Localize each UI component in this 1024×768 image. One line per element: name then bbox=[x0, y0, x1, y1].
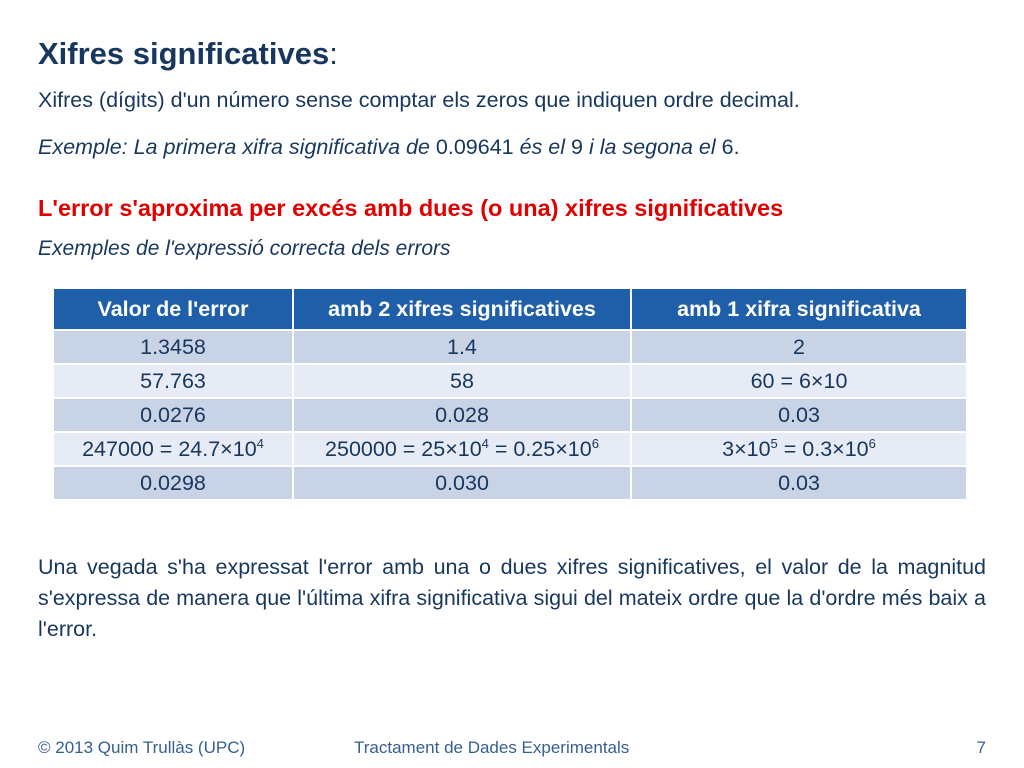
table-cell bbox=[631, 432, 967, 466]
table-row bbox=[53, 364, 967, 398]
cell-text: 250000 = 25×10 bbox=[325, 436, 482, 461]
table-cell: 58 bbox=[293, 364, 631, 398]
cell-exponent: 6 bbox=[868, 435, 876, 451]
table-cell: 1.4 bbox=[293, 330, 631, 364]
table-cell: 0.030 bbox=[293, 466, 631, 500]
table-row bbox=[53, 398, 967, 432]
table-header-row bbox=[53, 288, 967, 330]
table-cell: 2 bbox=[631, 330, 967, 364]
slide-title-colon: : bbox=[329, 36, 338, 71]
cell-text: = 0.25×10 bbox=[488, 436, 592, 461]
example-number-3: 6 bbox=[721, 135, 734, 159]
table-cell bbox=[53, 432, 293, 466]
table-cell: 57.763 bbox=[53, 364, 293, 398]
explanation-paragraph: Una vegada s'ha expressat l'error amb una o dues xifres significatives, el valor de la magnitud s'expressa de manera que l'última xifra significativa sigui del mateix ordre que la d'ordre més baix a l'error. bbox=[38, 555, 986, 641]
cell-text: 3×10 bbox=[722, 436, 771, 461]
table-cell: 0.03 bbox=[631, 466, 967, 500]
table-cell: 60 = 6×10 bbox=[631, 364, 967, 398]
slide-title bbox=[38, 36, 338, 72]
table-cell: 0.03 bbox=[631, 398, 967, 432]
cell-exponent: 6 bbox=[591, 435, 599, 451]
header-one-figure: amb 1 xifra significativa bbox=[631, 288, 967, 330]
cell-exponent: 4 bbox=[481, 435, 489, 451]
cell-text: = 0.3×10 bbox=[777, 436, 869, 461]
cell-exponent: 4 bbox=[256, 435, 264, 451]
table-row bbox=[53, 466, 967, 500]
example-part-1: Exemple: La primera xifra significativa de bbox=[38, 135, 436, 159]
examples-subtitle: Exemples de l'expressió correcta dels errors bbox=[38, 237, 451, 260]
footer-course-title: Tractament de Dades Experimentals bbox=[354, 738, 630, 757]
cell-exponent: 5 bbox=[770, 435, 778, 451]
table-cell: 0.0298 bbox=[53, 466, 293, 500]
slide-title-text: Xifres significatives bbox=[38, 36, 330, 71]
cell-text: 247000 = 24.7×10 bbox=[82, 436, 257, 461]
error-examples-table bbox=[52, 287, 968, 501]
table-row bbox=[53, 432, 967, 466]
example-number-2: 9 bbox=[571, 135, 583, 159]
table-row bbox=[53, 330, 967, 364]
example-part-3: i la segona el bbox=[582, 135, 722, 159]
rule-heading: L'error s'aproxima per excés amb dues (o una) xifres significatives bbox=[38, 195, 784, 221]
header-two-figures: amb 2 xifres significatives bbox=[293, 288, 631, 330]
table-cell: 0.0276 bbox=[53, 398, 293, 432]
table-cell: 0.028 bbox=[293, 398, 631, 432]
table-cell: 1.3458 bbox=[53, 330, 293, 364]
table-cell bbox=[293, 432, 631, 466]
footer-page-number: 7 bbox=[976, 738, 986, 757]
example-number-1: 0.09641 bbox=[435, 135, 514, 159]
header-error-value: Valor de l'error bbox=[53, 288, 293, 330]
example-text bbox=[38, 135, 740, 160]
footer-copyright: © 2013 Quim Trullàs (UPC) bbox=[38, 738, 246, 757]
example-part-2: és el bbox=[513, 135, 572, 159]
example-part-4: . bbox=[733, 135, 740, 159]
definition-text: Xifres (dígits) d'un número sense comptar els zeros que indiquen ordre decimal. bbox=[38, 88, 800, 112]
